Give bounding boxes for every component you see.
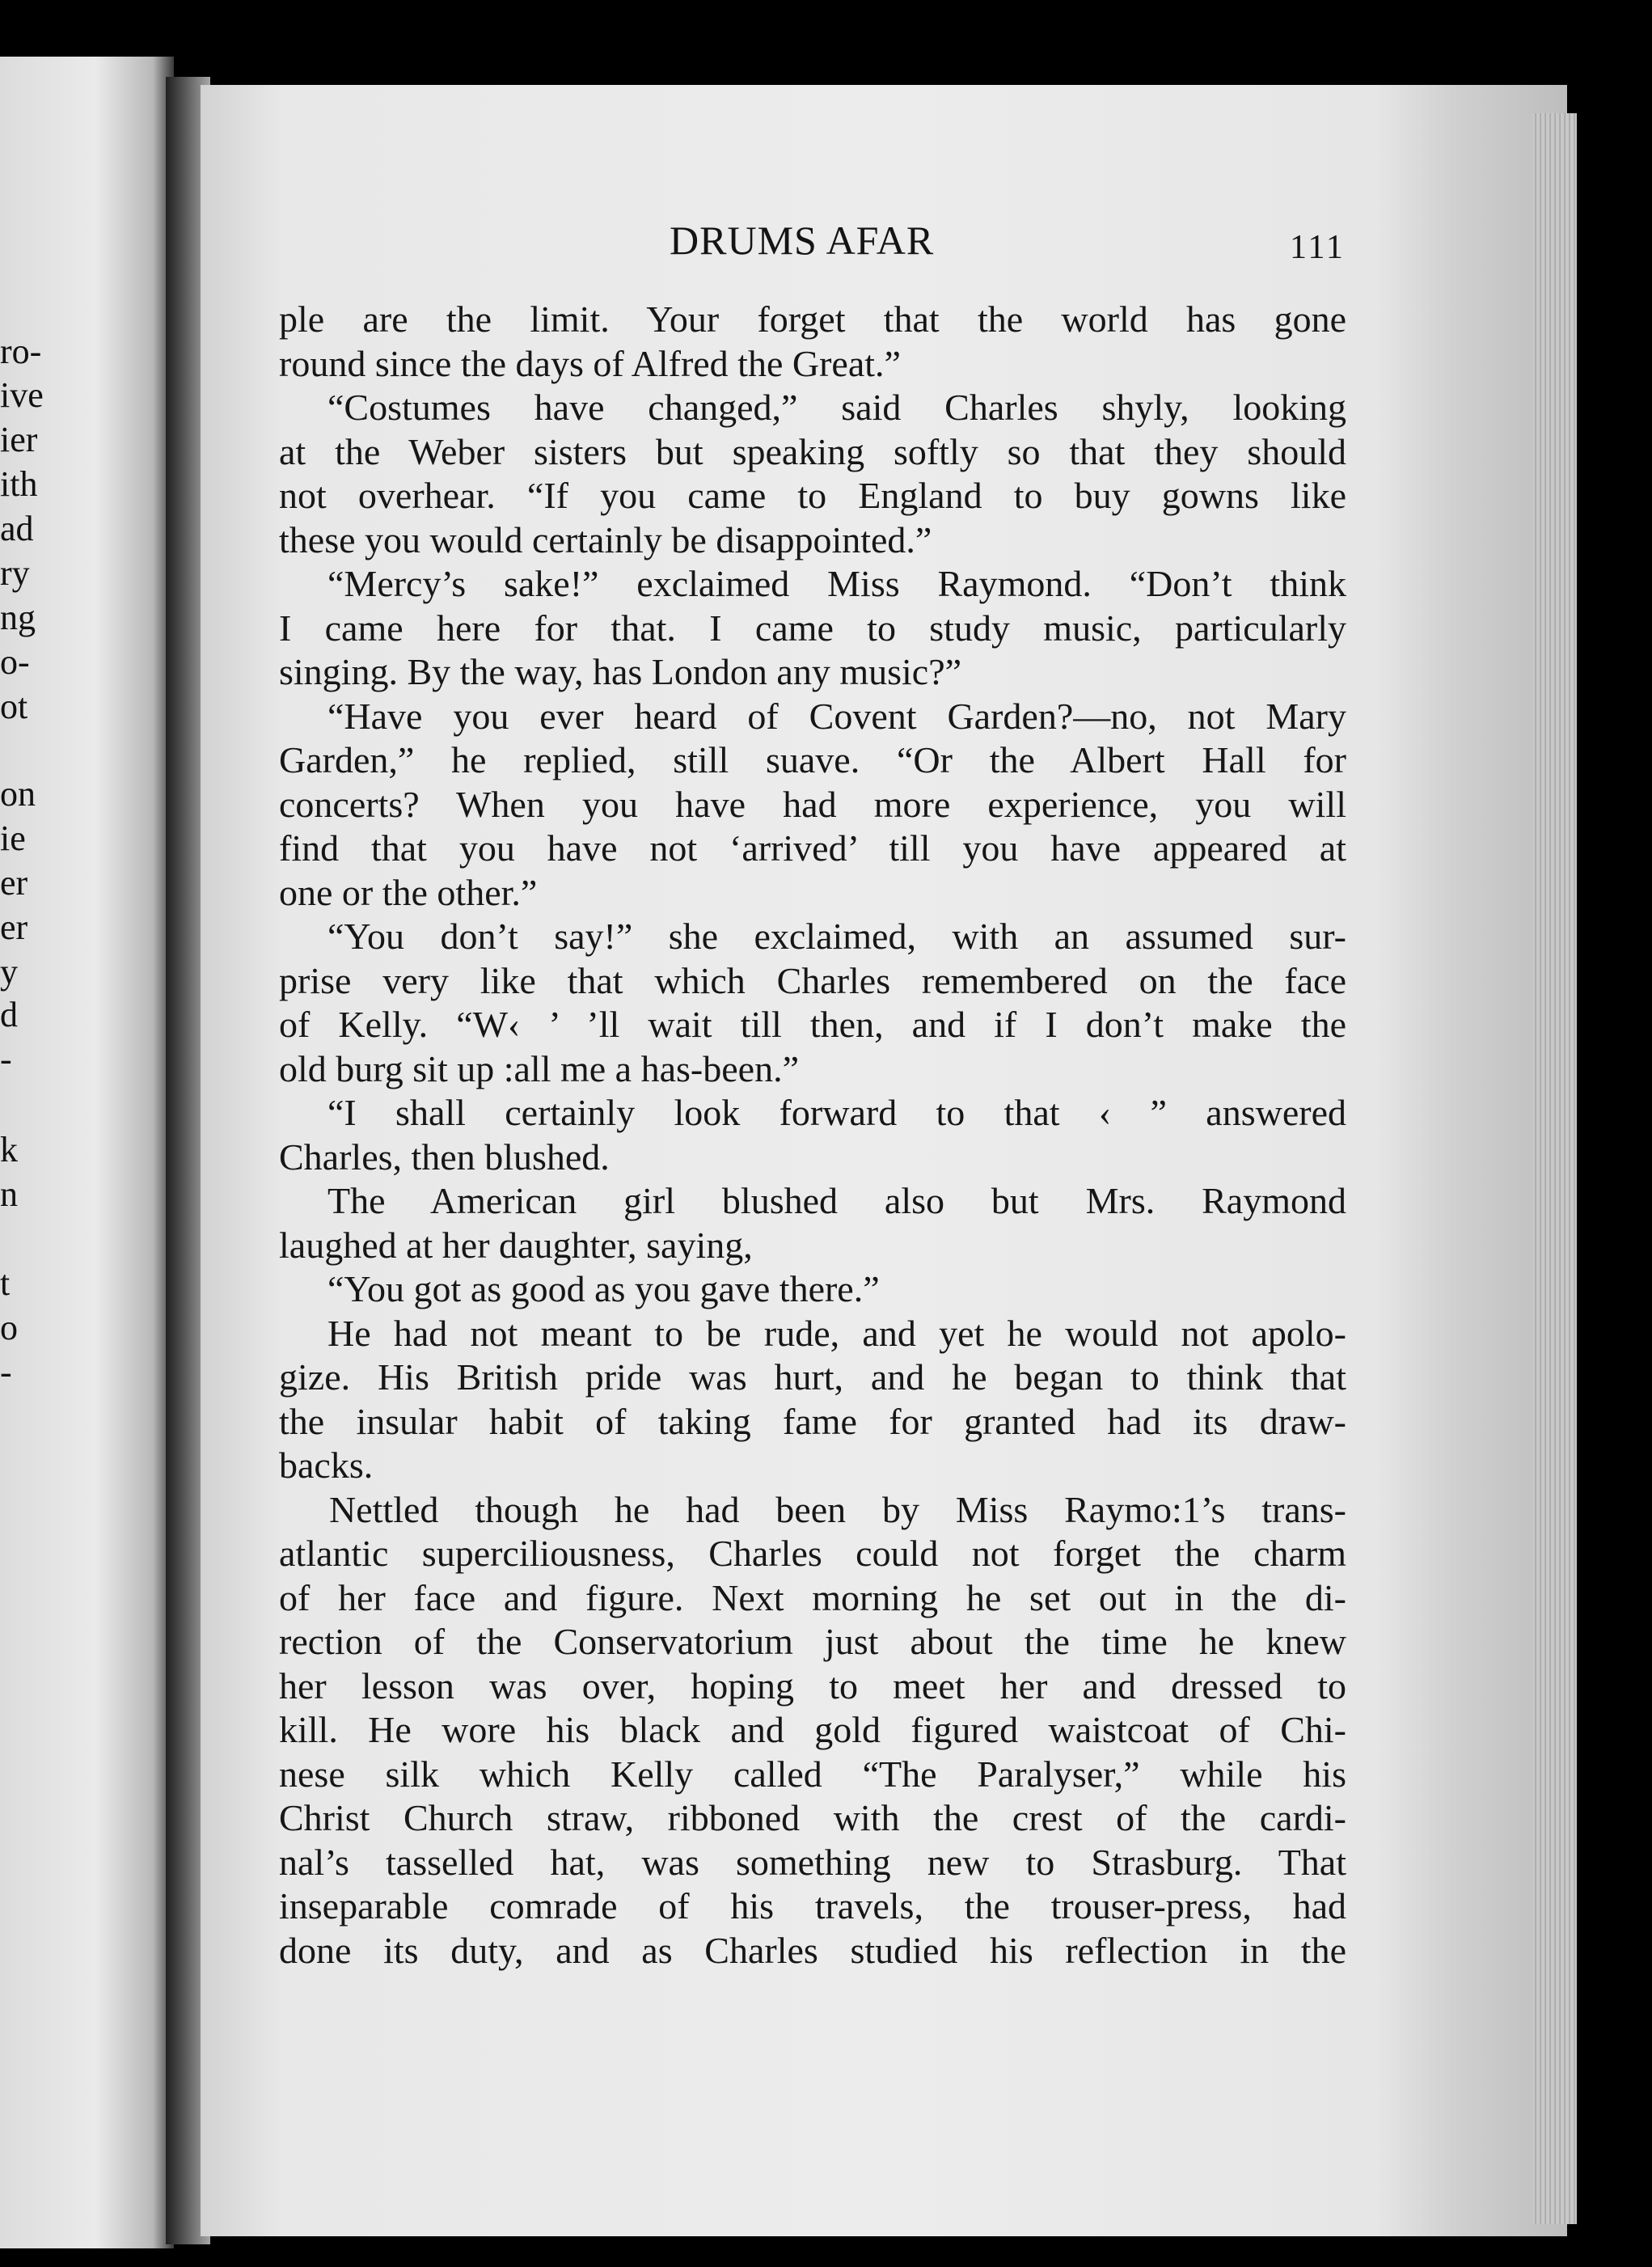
text-line: “I shall certainly look forward to that ‹ ” answered bbox=[327, 1092, 1346, 1133]
text-line: “Have you ever heard of Covent Garden?—no, not Mary bbox=[327, 695, 1346, 737]
text-line: gize. His British pride was hurt, and he began to think that bbox=[279, 1356, 1346, 1398]
text-line: “You got as good as you gave there.” bbox=[327, 1268, 880, 1309]
text-line: her lesson was over, hoping to meet her and dressed to bbox=[279, 1664, 1346, 1707]
text-line: laughed at her daughter, saying, bbox=[279, 1224, 753, 1266]
text-line: backs. bbox=[279, 1444, 374, 1486]
left-page-fragment: er bbox=[0, 863, 28, 903]
text-line: “Mercy’s sake!” exclaimed Miss Raymond. “Don’t think bbox=[327, 563, 1346, 604]
text-line: of Kelly. “W‹ ’ ’ll wait till then, and if I don’t make the bbox=[279, 1004, 1346, 1045]
left-page-fragment: on bbox=[0, 774, 36, 814]
text-line: “Costumes have changed,” said Charles shyly, looking bbox=[327, 387, 1346, 428]
left-page-fragment: k bbox=[0, 1130, 18, 1169]
body-text bbox=[279, 298, 1346, 1973]
text-line: round since the days of Alfred the Great.” bbox=[279, 342, 901, 384]
left-page-fragment: - bbox=[0, 1039, 12, 1079]
page-number: 111 bbox=[1290, 229, 1346, 266]
text-line: “You don’t say!” she exclaimed, with an assumed sur- bbox=[327, 916, 1346, 957]
text-line: Garden,” he replied, still suave. “Or the Albert Hall for bbox=[279, 739, 1346, 780]
text-line: I came here for that. I came to study music, particularly bbox=[279, 607, 1346, 649]
left-page-fragment: ro- bbox=[0, 332, 42, 371]
left-page-fragment: ry bbox=[0, 553, 30, 593]
facing-page-left bbox=[0, 57, 174, 2248]
text-line: one or the other.” bbox=[279, 871, 538, 913]
text-line: concerts? When you have had more experience, you will bbox=[279, 783, 1346, 825]
left-page-fragment: ng bbox=[0, 598, 36, 637]
text-line: Christ Church straw, ribboned with the crest of the cardi- bbox=[279, 1797, 1346, 1838]
left-page-fragment: d bbox=[0, 995, 18, 1034]
text-line: The American girl blushed also but Mrs. Raymond bbox=[327, 1180, 1346, 1221]
left-page-fragment: ith bbox=[0, 464, 38, 504]
text-line: the insular habit of taking fame for granted had its draw- bbox=[279, 1400, 1346, 1442]
text-line: not overhear. “If you came to England to buy gowns like bbox=[279, 475, 1346, 516]
text-line: rection of the Conservatorium just about the time he knew bbox=[279, 1621, 1346, 1662]
left-page-fragment: n bbox=[0, 1174, 18, 1214]
page-block-edge bbox=[1532, 113, 1577, 2224]
text-line: nal’s tasselled hat, was something new to Strasburg. That bbox=[279, 1841, 1346, 1883]
left-page-fragment: er bbox=[0, 907, 28, 947]
left-page-fragment: ad bbox=[0, 509, 34, 548]
running-title: DRUMS AFAR bbox=[670, 218, 935, 263]
text-line: kill. He wore his black and gold figured waistcoat of Chi- bbox=[279, 1709, 1346, 1750]
left-page-fragment: ive bbox=[0, 375, 44, 415]
text-line: ple are the limit. Your forget that the world has gone bbox=[279, 298, 1346, 340]
left-page-fragment: o bbox=[0, 1308, 18, 1347]
text-line: find that you have not ‘arrived’ till you have appeared at bbox=[279, 827, 1346, 869]
left-page-fragment: o- bbox=[0, 642, 30, 682]
text-line: done its duty, and as Charles studied his reflection in the bbox=[279, 1929, 1346, 1971]
text-line: Charles, then blushed. bbox=[279, 1136, 610, 1178]
text-line: He had not meant to be rude, and yet he would not apolo- bbox=[327, 1312, 1346, 1354]
text-line: nese silk which Kelly called “The Paralyser,” while his bbox=[279, 1753, 1346, 1795]
left-page-fragment: y bbox=[0, 952, 18, 992]
text-line: these you would certainly be disappointed.” bbox=[279, 518, 932, 560]
text-line: at the Weber sisters but speaking softly so that they should bbox=[279, 430, 1346, 472]
text-line: inseparable comrade of his travels, the trouser-press, had bbox=[279, 1885, 1346, 1927]
text-line: atlantic superciliousness, Charles could not forget the charm bbox=[279, 1533, 1346, 1574]
text-line: of her face and figure. Next morning he set out in the di- bbox=[279, 1576, 1346, 1618]
text-line: Nettled though he had been by Miss Raymo:1’s trans- bbox=[329, 1488, 1346, 1530]
text-line: singing. By the way, has London any music?” bbox=[279, 651, 962, 692]
text-line: old burg sit up :all me a has-been.” bbox=[279, 1047, 799, 1089]
text-line: prise very like that which Charles remembered on the face bbox=[279, 959, 1346, 1001]
left-page-fragment: - bbox=[0, 1352, 12, 1392]
left-page-fragment: ier bbox=[0, 420, 38, 459]
left-page-fragment: t bbox=[0, 1263, 11, 1303]
left-page-fragment: ie bbox=[0, 818, 26, 858]
left-page-fragment: ot bbox=[0, 687, 28, 726]
